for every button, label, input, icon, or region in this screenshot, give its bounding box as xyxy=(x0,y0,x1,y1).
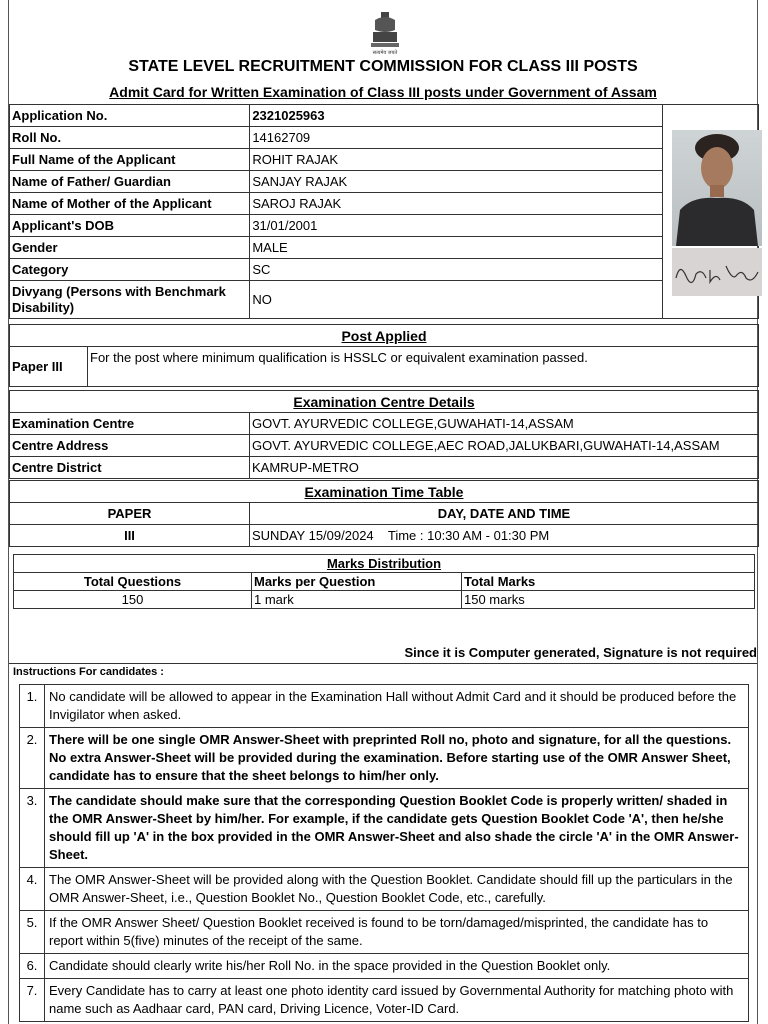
instruction-item xyxy=(20,868,749,911)
value-full-name: ROHIT RAJAK xyxy=(250,149,663,171)
time-table-datetime: SUNDAY 15/09/2024 Time : 10:30 AM - 01:30 PM xyxy=(250,525,759,547)
instruction-item xyxy=(20,728,749,789)
marks-col-total-questions: Total Questions xyxy=(14,573,252,591)
page-subtitle: Admit Card for Written Examination of Class III posts under Government of Assam xyxy=(109,84,657,100)
admit-card xyxy=(8,0,758,1024)
instruction-item xyxy=(20,685,749,728)
applicant-photo xyxy=(672,130,762,246)
divider xyxy=(9,663,757,664)
label-father-name: Name of Father/ Guardian xyxy=(10,171,250,193)
instruction-text: If the OMR Answer Sheet/ Question Booklet received is found to be torn/damaged/misprinted, the candidate has to report within 5(five) minutes of the receipt of the same. xyxy=(45,911,749,954)
instruction-item xyxy=(20,979,749,1022)
value-gender: MALE xyxy=(250,237,663,259)
exam-centre-heading: Examination Centre Details xyxy=(10,391,759,413)
instruction-text: The candidate should make sure that the corresponding Question Booklet Code is properly written/ shaded in the OMR Answer-Sheet by him/her. For example, if the candidate gets Question Booklet Code 'A', then he/she should fill up 'A' in the box provided in the OMR Answer-Sheet and also shade the circle 'A' in the OMR Answer-Sheet. xyxy=(45,789,749,868)
label-dob: Applicant's DOB xyxy=(10,215,250,237)
value-divyang: NO xyxy=(250,281,663,319)
page-title: STATE LEVEL RECRUITMENT COMMISSION FOR CLASS III POSTS xyxy=(128,58,638,75)
label-category: Category xyxy=(10,259,250,281)
instruction-text: No candidate will be allowed to appear in the Examination Hall without Admit Card and it should be produced before the Invigilator when asked. xyxy=(45,685,749,728)
instruction-number: 2. xyxy=(20,728,45,789)
label-roll-no: Roll No. xyxy=(10,127,250,149)
state-emblem-icon xyxy=(365,10,405,56)
marks-table xyxy=(13,554,755,609)
value-mother-name: SAROJ RAJAK xyxy=(250,193,663,215)
label-paper: Paper III xyxy=(10,347,88,387)
label-divyang: Divyang (Persons with Benchmark Disability) xyxy=(10,281,250,319)
value-application-no: 2321025963 xyxy=(250,105,663,127)
computer-generated-note: Since it is Computer generated, Signature is not required xyxy=(404,645,757,660)
emblem-caption: सत्यमेव जयते xyxy=(372,50,398,56)
instruction-number: 3. xyxy=(20,789,45,868)
instructions-heading: Instructions For candidates : xyxy=(13,666,164,678)
time-table xyxy=(9,480,759,547)
label-exam-centre: Examination Centre xyxy=(10,413,250,435)
label-gender: Gender xyxy=(10,237,250,259)
value-roll-no: 14162709 xyxy=(250,127,663,149)
value-exam-centre: GOVT. AYURVEDIC COLLEGE,GUWAHATI-14,ASSAM xyxy=(250,413,759,435)
value-category: SC xyxy=(250,259,663,281)
label-mother-name: Name of Mother of the Applicant xyxy=(10,193,250,215)
instructions-table xyxy=(19,684,749,1022)
time-table-col-datetime: DAY, DATE AND TIME xyxy=(250,503,759,525)
instruction-text: Candidate should clearly write his/her Roll No. in the space provided in the Question Booklet only. xyxy=(45,954,749,979)
time-table-col-paper: PAPER xyxy=(10,503,250,525)
marks-col-total-marks: Total Marks xyxy=(462,573,755,591)
marks-heading: Marks Distribution xyxy=(14,555,755,573)
label-centre-district: Centre District xyxy=(10,457,250,479)
instruction-number: 6. xyxy=(20,954,45,979)
instruction-item xyxy=(20,789,749,868)
value-dob: 31/01/2001 xyxy=(250,215,663,237)
time-table-paper: III xyxy=(10,525,250,547)
applicant-signature xyxy=(672,248,762,296)
instruction-number: 1. xyxy=(20,685,45,728)
value-centre-district: KAMRUP-METRO xyxy=(250,457,759,479)
post-applied-table xyxy=(9,324,759,387)
instruction-number: 7. xyxy=(20,979,45,1022)
marks-per-question: 1 mark xyxy=(252,591,462,609)
instruction-text: The OMR Answer-Sheet will be provided along with the Question Booklet. Candidate should fill up the particulars in the OMR Answer-Sheet, i.e., Question Booklet No., Question Booklet Code, etc., carefully. xyxy=(45,868,749,911)
marks-col-marks-per-question: Marks per Question xyxy=(252,573,462,591)
instruction-item xyxy=(20,911,749,954)
label-application-no: Application No. xyxy=(10,105,250,127)
marks-total-marks: 150 marks xyxy=(462,591,755,609)
applicant-table xyxy=(9,104,759,319)
instruction-text: Every Candidate has to carry at least one photo identity card issued by Governmental Authority for matching photo with name such as Aadhaar card, PAN card, Driving Licence, Voter-ID Card. xyxy=(45,979,749,1022)
marks-total-questions: 150 xyxy=(14,591,252,609)
value-father-name: SANJAY RAJAK xyxy=(250,171,663,193)
post-applied-heading: Post Applied xyxy=(10,325,759,347)
instruction-number: 5. xyxy=(20,911,45,954)
instruction-text: There will be one single OMR Answer-Sheet with preprinted Roll no, photo and signature, for all the questions. No extra Answer-Sheet will be provided during the examination. Before starting use of the OMR Answer Sheet, candidate has to ensure that the sheet belongs to him/her only. xyxy=(45,728,749,789)
label-full-name: Full Name of the Applicant xyxy=(10,149,250,171)
label-centre-address: Centre Address xyxy=(10,435,250,457)
exam-centre-table xyxy=(9,390,759,479)
instruction-item xyxy=(20,954,749,979)
value-centre-address: GOVT. AYURVEDIC COLLEGE,AEC ROAD,JALUKBARI,GUWAHATI-14,ASSAM xyxy=(250,435,759,457)
value-post: For the post where minimum qualification is HSSLC or equivalent examination passed. xyxy=(88,347,759,387)
time-table-heading: Examination Time Table xyxy=(10,481,759,503)
instruction-number: 4. xyxy=(20,868,45,911)
